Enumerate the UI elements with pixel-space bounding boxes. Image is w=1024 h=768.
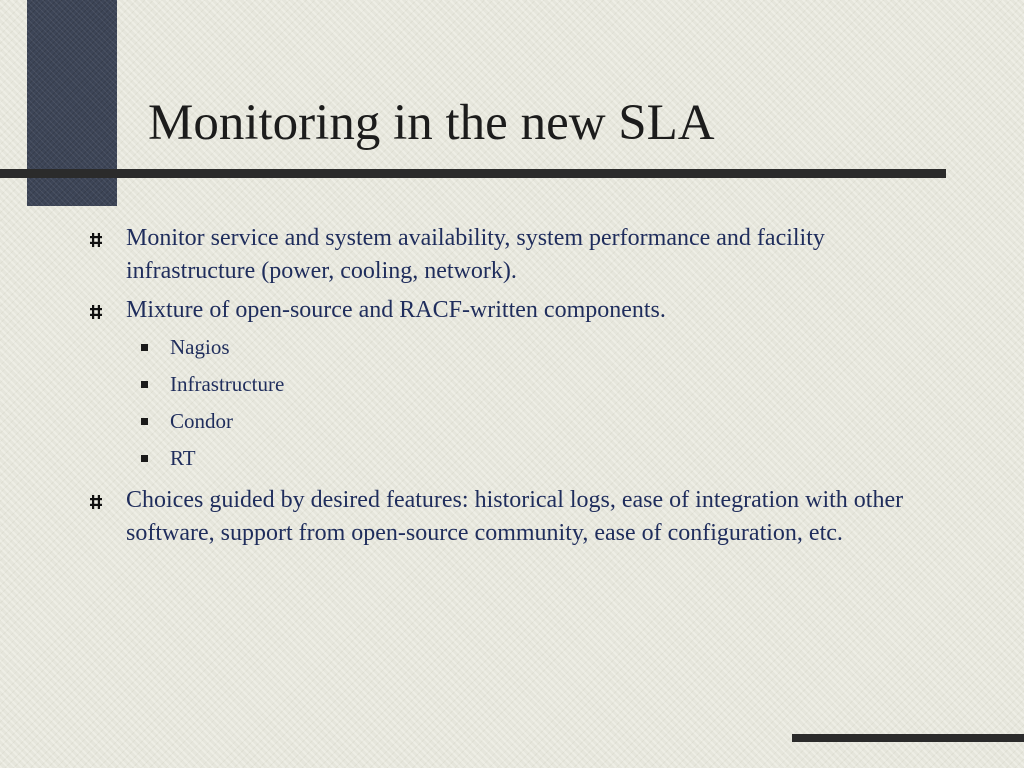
bullet-text: Mixture of open-source and RACF-written components. (126, 297, 666, 323)
sub-bullet-text: Infrastructure (170, 372, 285, 396)
sub-bullet-item (85, 440, 945, 477)
sub-bullet-text: Nagios (170, 335, 230, 359)
sub-bullet-text: Condor (170, 409, 233, 433)
title-divider-bar (0, 169, 946, 178)
sub-bullet-item (85, 403, 945, 440)
slide-content (85, 222, 945, 556)
bullet-item (85, 484, 945, 550)
square-bullet-icon (141, 455, 148, 462)
square-bullet-icon (141, 418, 148, 425)
bullet-text: Choices guided by desired features: historical logs, ease of integration with other software, support from open-source community, ease of configuration, etc. (126, 487, 904, 546)
square-bullet-icon (141, 381, 148, 388)
footer-accent-bar (792, 734, 1024, 742)
bullet-item (85, 294, 945, 327)
sub-bullet-item (85, 366, 945, 403)
bullet-text: Monitor service and system availability, system performance and facility infrastructure (power, cooling, network). (126, 225, 825, 284)
sub-bullet-item (85, 329, 945, 366)
bullet-item (85, 222, 945, 288)
hash-bullet-icon (89, 305, 103, 319)
sub-bullet-text: RT (170, 446, 196, 470)
slide-title: Monitoring in the new SLA (148, 95, 715, 151)
hash-bullet-icon (89, 495, 103, 509)
hash-bullet-icon (89, 233, 103, 247)
sub-bullet-list (85, 329, 945, 477)
square-bullet-icon (141, 344, 148, 351)
